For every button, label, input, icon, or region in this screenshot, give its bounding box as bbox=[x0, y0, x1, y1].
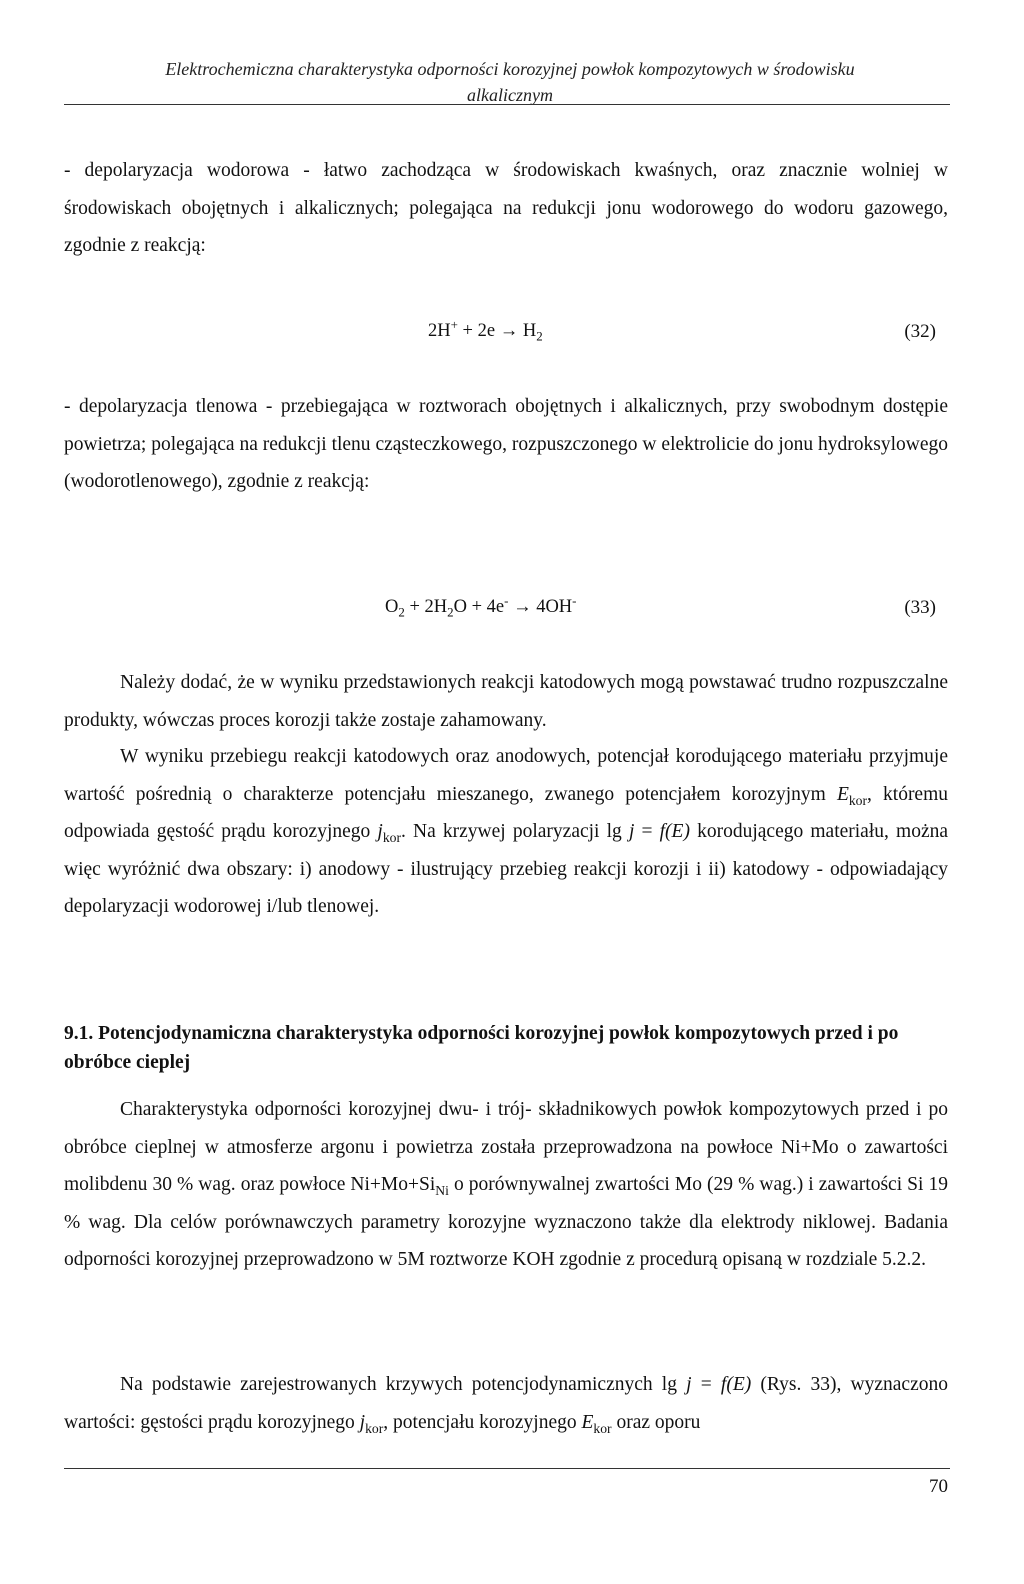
paragraph-potentiodynamic-curves: Na podstawie zarejestrowanych krzywych potencjodynamicznych lg j = f(E) (Rys. 33), wyznaczono wartości: gęstości prądu korozyjnego $j_{kor}$, potencjału korozyjnego $E_{kor}$ oraz oporu bbox=[64, 1374, 948, 1436]
paragraph-hydrogen-depolarization: - depolaryzacja wodorowa - łatwo zachodząca w środowiskach kwaśnych, oraz znacznie wolniej w środowiskach obojętnych i alkalicznych; polegająca na redukcji jonu wodorowego do wodoru gazowego, zgodnie z reakcją: bbox=[64, 160, 948, 256]
equation-33: $O_2 + 2H_2O + 4e^- \to 4OH^-$ bbox=[385, 592, 577, 620]
equation-32: $2H^+ + 2e \to H_2$ bbox=[428, 316, 543, 344]
page-number: 70 bbox=[929, 1476, 948, 1497]
equation-number-32: (32) bbox=[904, 321, 936, 342]
equation-number-33: (33) bbox=[904, 597, 936, 618]
header-divider bbox=[64, 104, 950, 105]
footer-divider bbox=[64, 1468, 950, 1469]
arrow-icon: → bbox=[499, 321, 519, 341]
running-header-line2: alkalicznym bbox=[467, 85, 553, 105]
paragraph-oxygen-depolarization: - depolaryzacja tlenowa - przebiegająca w roztworach obojętnych i alkalicznych, przy swobodnym dostępie powietrza; polegająca na redukcji tlenu cząsteczkowego, rozpuszczonego w elektrolicie do jonu hydroksylowego (wodorotlenowego), zgodnie z reakcją: bbox=[64, 396, 948, 492]
running-header bbox=[70, 56, 950, 108]
paragraph-corrosion-characteristics: Charakterystyka odporności korozyjnej dwu- i trój- składnikowych powłok kompozytowych przed i po obróbce cieplnej w atmosferze argonu i powietrza została przeprowadzona na powłoce Ni+Mo o zawartości molibdenu 30 % wag. oraz powłoce $Ni+Mo+Si_{Ni}$ o porównywalnej zwartości Mo (29 % wag.) i zawartości Si 19 % wag. Dla celów porównawczych parametry korozyjne wyznaczono także dla elektrody niklowej. Badania odporności korozyjnej przeprowadzono w 5M roztworze KOH zgodnie z procedurą opisaną w rozdziale 5.2.2. bbox=[64, 1099, 948, 1270]
paragraph-corrosion-potential: W wyniku przebiegu reakcji katodowych oraz anodowych, potencjał korodującego materiału przyjmuje wartość pośrednią o charakterze potencjału mieszanego, zwanego potencjałem korozyjnym $E_{kor}$, któremu odpowiada gęstość prądu korozyjnego $j_{kor}$. Na krzywej polaryzacji lg j = f(E) korodującego materiału, można więc wyróżnić dwa obszary: i) anodowy - ilustrujący przebieg reakcji korozji i ii) katodowy - odpowiadający depolaryzacji wodorowej i/lub tlenowej. bbox=[64, 746, 949, 917]
paragraph-cathodic-products: Należy dodać, że w wyniku przedstawionych reakcji katodowych mogą powstawać trudno rozpuszczalne produkty, wówczas proces korozji także zostaje zahamowany. bbox=[64, 672, 948, 731]
section-heading-9-1: 9.1. Potencjodynamiczna charakterystyka odporności korozyjnej powłok kompozytowych przed i po obróbce cieplej bbox=[64, 1023, 899, 1073]
running-header-line1: Elektrochemiczna charakterystyka odporności korozyjnej powłok kompozytowych w środowisku bbox=[165, 59, 855, 79]
arrow-icon: → bbox=[508, 597, 537, 617]
